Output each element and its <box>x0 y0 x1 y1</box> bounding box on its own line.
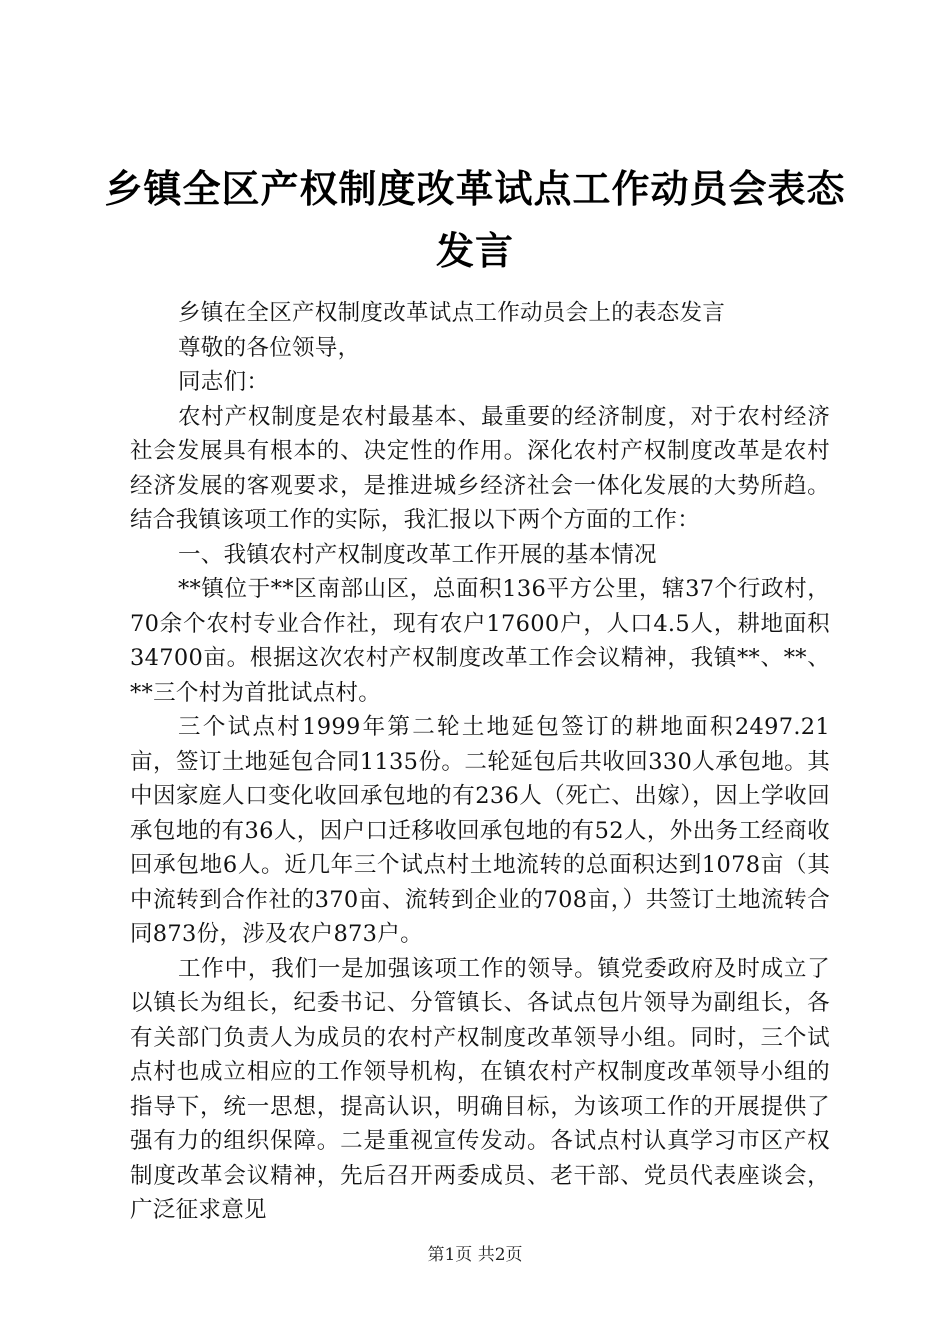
paragraph-intro: 农村产权制度是农村最基本、最重要的经济制度，对于农村经济社会发展具有根本的、决定性的作用。深化农村产权制度改革是农村经济发展的客观要求，是推进城乡经济社会一体化发展的大势所趋。结合我镇该项工作的实际，我汇报以下两个方面的工作： <box>130 403 830 533</box>
salutation-comrades: 同志们： <box>178 369 270 395</box>
document-title: 乡镇全区产权制度改革试点工作动员会表态发言 <box>104 167 846 273</box>
paragraph-town-overview: **镇位于**区南部山区，总面积136平方公里，辖37个行政村，70余个农村专业合作社，现有农户17600户，人口4.5人，耕地面积34700亩。根据这次农村产权制度改革工作会议精神，我镇**、**、**三个村为首批试点村。 <box>130 576 830 706</box>
paragraph-pilot-villages: 三个试点村1999年第二轮土地延包签订的耕地面积2497.21亩，签订土地延包合同1135份。二轮延包后共收回330人承包地。其中因家庭人口变化收回承包地的有236人（死亡、出嫁），因上学收回承包地的有36人，因户口迁移收回承包地的有52人，外出务工经商收回承包地6人。近几年三个试点村土地流转的总面积达到1078亩（其中流转到合作社的370亩、流转到企业的708亩，）共签订土地流转合同873份，涉及农户873户。 <box>130 714 830 947</box>
paragraph-work-measures: 工作中，我们一是加强该项工作的领导。镇党委政府及时成立了以镇长为组长，纪委书记、分管镇长、各试点包片领导为副组长，各有关部门负责人为成员的农村产权制度改革领导小组。同时，三个试点村也成立相应的工作领导机构，在镇农村产权制度改革领导小组的指导下，统一思想，提高认识，明确目标，为该项工作的开展提供了强有力的组织保障。二是重视宣传发动。各试点村认真学习市区产权制度改革会议精神，先后召开两委成员、老干部、党员代表座谈会，广泛征求意见 <box>130 955 830 1223</box>
document-body <box>130 296 830 1228</box>
section-heading-1: 一、我镇农村产权制度改革工作开展的基本情况 <box>178 541 657 568</box>
salutation-leaders: 尊敬的各位领导， <box>178 334 361 361</box>
speech-heading: 乡镇在全区产权制度改革试点工作动员会上的表态发言 <box>178 300 726 326</box>
page-number-footer: 第1页 共2页 <box>427 1245 523 1265</box>
